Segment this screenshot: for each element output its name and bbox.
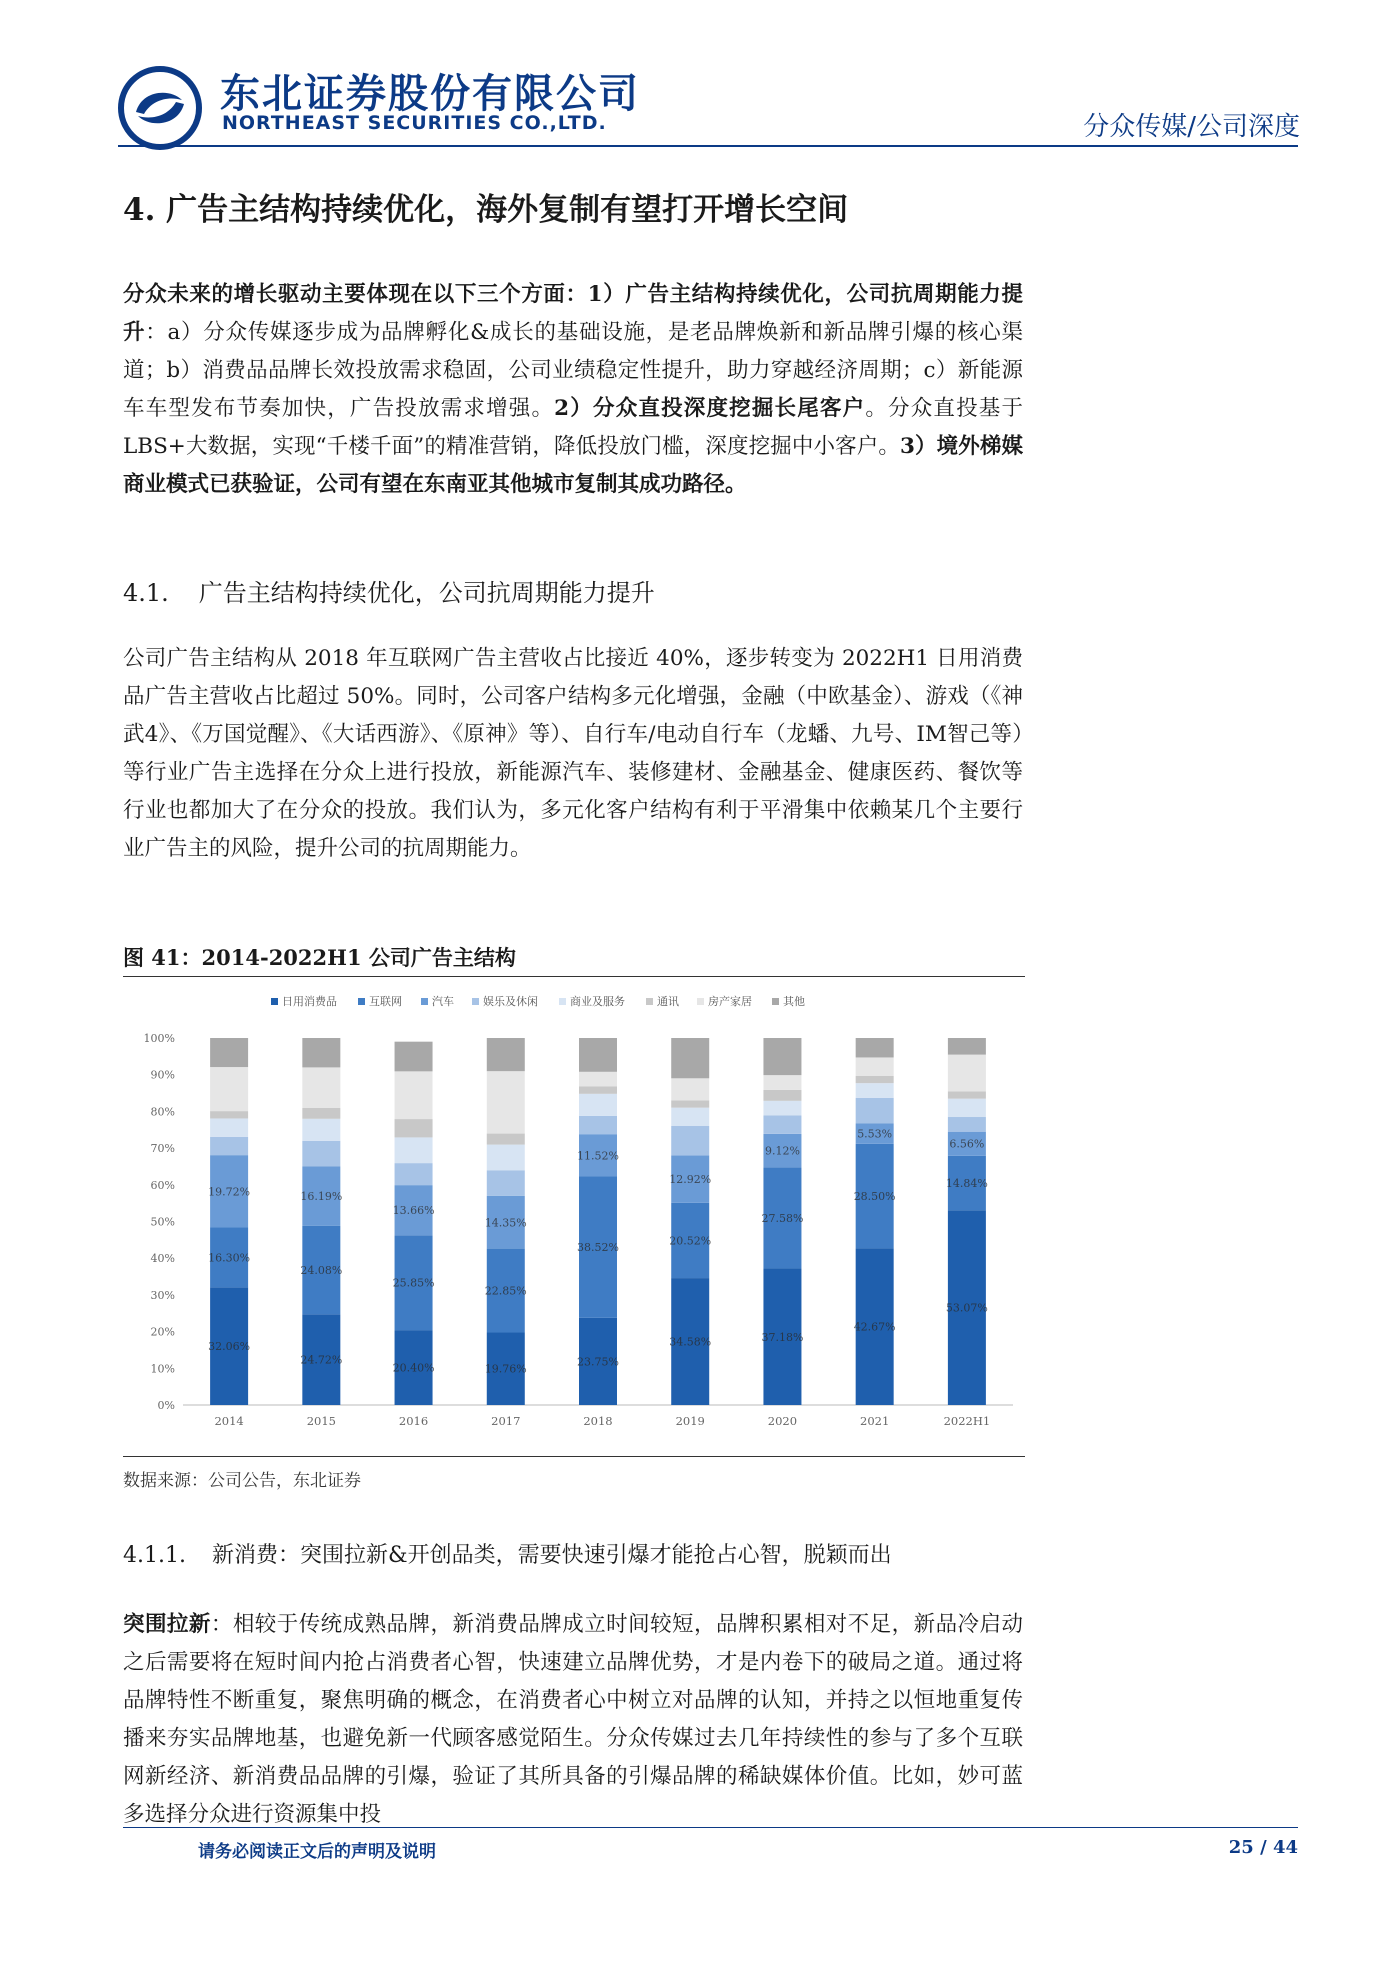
bar-segment — [487, 1038, 525, 1071]
x-tick-label: 2018 — [583, 1414, 613, 1428]
data-label: 20.52% — [669, 1234, 712, 1248]
data-label: 28.50% — [853, 1190, 896, 1204]
data-label: 5.53% — [857, 1127, 893, 1141]
bar-segment — [395, 1042, 433, 1072]
y-tick-label: 70% — [150, 1142, 175, 1156]
x-tick-label: 2022H1 — [943, 1414, 991, 1428]
figure-title: 图 41：2014-2022H1 公司广告主结构 — [123, 945, 516, 970]
bar-segment — [671, 1100, 709, 1107]
report-tag: 分众传媒/公司深度 — [1083, 112, 1300, 142]
bar-segment — [763, 1090, 801, 1101]
bar-segment — [948, 1038, 986, 1055]
bar-segment — [210, 1137, 248, 1155]
legend-swatch — [472, 998, 479, 1005]
data-label: 6.56% — [949, 1137, 985, 1151]
figure-source: 数据来源：公司公告，东北证券 — [123, 1471, 361, 1491]
legend-label: 房产家居 — [708, 995, 752, 1008]
data-label: 16.30% — [208, 1251, 251, 1265]
x-tick-label: 2016 — [398, 1414, 429, 1428]
body-paragraph-advertisers: 公司广告主结构从 2018 年互联网广告主营收占比接近 40%，逐步转变为 2022H1 日用消费品广告主营收占比超过 50%。同时，公司客户结构多元化增强，金融（中欧基金）、游戏（《神武4》、《万国觉醒》、《大话西游》、《原神》等）、自行车/电动自行车（龙蟠、九号、IM智己等）等行业广告主选择在分众上进行投放，新能源汽车、装修建材、金融基金、健康医药、餐饮等行业也都加大了在分众的投放。我们认为，多元化客户结构有利于平滑集中依赖某几个主要行业广告主的风险，提升公司的抗周期能力。 — [123, 646, 1023, 861]
subsection-title-4-1-1 — [123, 1538, 892, 1569]
legend-label: 商业及服务 — [570, 995, 625, 1008]
x-tick-label: 2020 — [767, 1414, 798, 1428]
y-tick-label: 100% — [143, 1032, 175, 1045]
bar-segment — [210, 1067, 248, 1111]
bar-segment — [856, 1076, 894, 1083]
stacked-bar-chart — [123, 980, 1023, 1450]
bar-segment — [395, 1163, 433, 1185]
data-label: 25.85% — [392, 1276, 435, 1290]
bar-segment — [579, 1038, 617, 1072]
bar-segment — [671, 1126, 709, 1155]
x-tick-label: 2014 — [214, 1414, 244, 1428]
bar-segment — [579, 1116, 617, 1134]
y-tick-label: 30% — [150, 1288, 175, 1302]
data-label: 53.07% — [945, 1301, 988, 1315]
subsection-number: 4.1. — [123, 579, 169, 607]
bar-segment — [210, 1111, 248, 1118]
data-label: 38.52% — [577, 1241, 619, 1255]
bar-segment — [948, 1117, 986, 1132]
company-logo-icon — [118, 66, 202, 150]
legend-label: 日用消费品 — [282, 995, 337, 1008]
subsection-text: 新消费：突围拉新&开创品类，需要快速引爆才能抢占心智，脱颖而出 — [211, 1543, 892, 1568]
bar-segment — [395, 1119, 433, 1137]
bar-segment — [302, 1108, 340, 1119]
legend-swatch — [646, 998, 653, 1005]
data-label: 37.18% — [761, 1330, 804, 1344]
bar-segment — [302, 1119, 340, 1141]
legend-swatch — [772, 998, 779, 1005]
footer-disclaimer: 请务必阅读正文后的声明及说明 — [198, 1842, 436, 1862]
y-tick-label: 60% — [150, 1178, 175, 1192]
page-header — [0, 0, 1400, 150]
section-title: 4. 广告主结构持续优化，海外复制有望打开增长空间 — [123, 192, 849, 228]
legend-swatch — [697, 998, 704, 1005]
data-label: 27.58% — [761, 1211, 804, 1225]
figure-top-rule — [123, 976, 1025, 977]
bar-segment — [948, 1091, 986, 1098]
data-label: 16.19% — [300, 1190, 343, 1204]
bar-segment — [302, 1067, 340, 1107]
bar-segment — [579, 1086, 617, 1093]
legend-label: 汽车 — [432, 995, 454, 1008]
bar-segment — [302, 1141, 340, 1167]
subsection-title-4-1 — [123, 573, 655, 608]
paragraph-lead: 突围拉新 — [123, 1612, 211, 1637]
intro-point-2-detail: 。分众直投基于LBS+大数据，实现“千楼千面”的精准营销，降低投放门槛，深度挖掘中小客户。 — [123, 396, 1023, 459]
intro-point-1: 分众未来的增长驱动主要体现在以下三个方面：1）广告主结构持续优化，公司抗周期能力提升 — [123, 282, 1023, 345]
page-number: 25 / 44 — [1228, 1837, 1298, 1858]
y-tick-label: 0% — [157, 1399, 175, 1412]
subsection-text: 广告主结构持续优化，公司抗周期能力提升 — [198, 579, 655, 607]
company-name-en: NORTHEAST SECURITIES CO.,LTD. — [222, 112, 607, 134]
intro-point-3: 3）境外梯媒商业模式已获验证，公司有望在东南亚其他城市复制其成功路径。 — [123, 434, 1023, 497]
bar-segment — [395, 1137, 433, 1163]
data-label: 42.67% — [853, 1320, 896, 1334]
legend-label: 其他 — [783, 995, 805, 1008]
x-tick-label: 2019 — [675, 1414, 705, 1428]
legend-swatch — [271, 998, 278, 1005]
legend-swatch — [358, 998, 365, 1005]
subsection-number: 4.1.1. — [123, 1543, 186, 1568]
bar-segment — [579, 1072, 617, 1087]
data-label: 14.84% — [945, 1177, 988, 1191]
company-name-cn: 东北证券股份有限公司 — [220, 71, 640, 117]
legend-label: 娱乐及休闲 — [483, 995, 538, 1008]
bar-segment — [763, 1075, 801, 1090]
data-label: 13.66% — [392, 1204, 435, 1218]
data-label: 9.12% — [764, 1144, 800, 1158]
data-label: 24.72% — [300, 1353, 343, 1367]
header-divider — [118, 145, 1298, 147]
legend-label: 通讯 — [657, 995, 679, 1008]
x-tick-label: 2015 — [306, 1414, 336, 1428]
legend-label: 互联网 — [369, 995, 402, 1008]
figure-bottom-rule — [123, 1456, 1025, 1457]
y-tick-label: 20% — [150, 1325, 175, 1339]
bar-segment — [763, 1116, 801, 1134]
data-label: 22.85% — [484, 1284, 527, 1298]
x-tick-label: 2017 — [491, 1414, 521, 1428]
y-tick-label: 50% — [150, 1215, 175, 1229]
data-label: 11.52% — [577, 1149, 619, 1163]
bar-segment — [487, 1145, 525, 1171]
data-label: 24.08% — [300, 1264, 343, 1278]
footer-divider — [123, 1827, 1298, 1828]
data-label: 23.75% — [577, 1355, 619, 1369]
bar-segment — [487, 1170, 525, 1196]
data-label: 19.76% — [484, 1362, 527, 1376]
bar-segment — [487, 1134, 525, 1145]
bar-segment — [210, 1038, 248, 1067]
bar-segment — [856, 1038, 894, 1057]
bar-segment — [763, 1101, 801, 1116]
x-tick-label: 2021 — [860, 1414, 890, 1428]
data-label: 19.72% — [208, 1185, 251, 1199]
data-label: 14.35% — [484, 1216, 527, 1230]
data-label: 32.06% — [208, 1340, 251, 1354]
y-tick-label: 80% — [150, 1105, 175, 1119]
bar-segment — [671, 1108, 709, 1126]
bar-segment — [579, 1094, 617, 1116]
bar-segment — [671, 1078, 709, 1100]
data-label: 20.40% — [392, 1361, 435, 1375]
data-label: 12.92% — [669, 1173, 712, 1187]
y-tick-label: 90% — [150, 1068, 175, 1082]
bar-segment — [210, 1118, 248, 1136]
bar-segment — [671, 1038, 709, 1078]
bar-segment — [487, 1071, 525, 1133]
intro-paragraph — [123, 276, 1023, 504]
bar-segment — [302, 1038, 340, 1067]
bar-segment — [856, 1098, 894, 1124]
legend-swatch — [421, 998, 428, 1005]
bar-segment — [948, 1099, 986, 1117]
data-label: 34.58% — [669, 1335, 712, 1349]
y-tick-label: 10% — [150, 1362, 175, 1376]
bar-segment — [948, 1055, 986, 1092]
intro-point-1-detail: ：a）分众传媒逐步成为品牌孵化&成长的基础设施，是老品牌焕新和新品牌引爆的核心渠道；b）消费品品牌长效投放需求稳固，公司业绩稳定性提升，助力穿越经济周期；c）新能源车车型发布节奏加快，广告投放需求增强。 — [123, 320, 1023, 421]
legend-swatch — [559, 998, 566, 1005]
bar-segment — [763, 1038, 801, 1075]
bar-segment — [856, 1083, 894, 1098]
bar-segment — [856, 1057, 894, 1075]
paragraph-text: ：相较于传统成熟品牌，新消费品牌成立时间较短，品牌积累相对不足，新品冷启动之后需要将在短时间内抢占消费者心智，快速建立品牌优势，才是内卷下的破局之道。通过将品牌特性不断重复，聚焦明确的概念，在消费者心中树立对品牌的认知，并持之以恒地重复传播来夯实品牌地基，也避免新一代顾客感觉陌生。分众传媒过去几年持续性的参与了多个互联网新经济、新消费品品牌的引爆，验证了其所具备的引爆品牌的稀缺媒体价值。比如，妙可蓝多选择分众进行资源集中投 — [123, 1612, 1023, 1827]
bar-segment — [395, 1071, 433, 1119]
body-paragraph-new-consumption — [123, 1606, 1023, 1834]
intro-point-2: 2）分众直投深度挖掘长尾客户 — [554, 396, 866, 421]
y-tick-label: 40% — [150, 1252, 175, 1266]
